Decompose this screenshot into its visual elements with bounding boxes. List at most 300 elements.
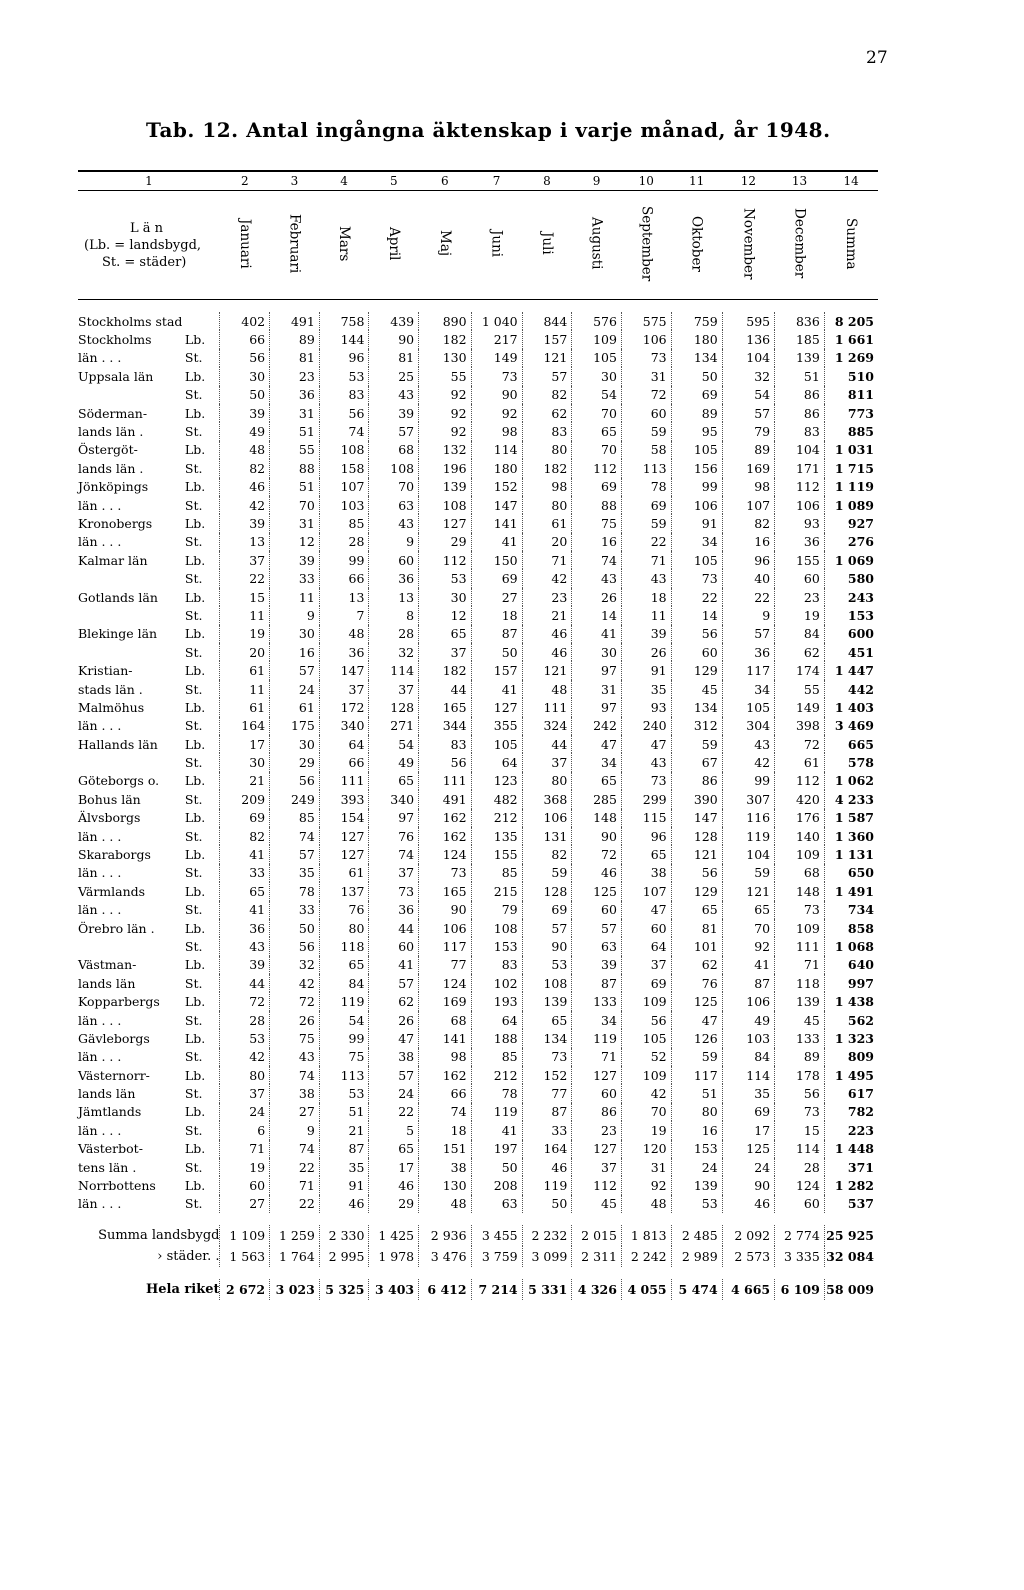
area-type: St. bbox=[184, 387, 203, 403]
table-row bbox=[78, 367, 878, 385]
cell-value: 45 bbox=[572, 1195, 622, 1213]
cell-value: 41 bbox=[220, 845, 270, 863]
cell-value: 137 bbox=[319, 882, 369, 900]
cell-value: 20 bbox=[522, 533, 572, 551]
cell-value: 24 bbox=[270, 680, 320, 698]
cell-value: 117 bbox=[671, 1066, 722, 1084]
cell-value: 491 bbox=[419, 790, 471, 808]
cell-value: 30 bbox=[220, 367, 270, 385]
cell-value: 25 925 bbox=[824, 1225, 878, 1246]
cell-value: 42 bbox=[522, 569, 572, 587]
cell-value: 72 bbox=[220, 992, 270, 1010]
cell-value: 71 bbox=[522, 551, 572, 569]
cell-value: 1 715 bbox=[824, 459, 878, 477]
cell-value: 56 bbox=[671, 625, 722, 643]
area-type: Lb. bbox=[184, 773, 206, 789]
cell-value: 37 bbox=[522, 753, 572, 771]
cell-value: 7 214 bbox=[471, 1279, 522, 1300]
cell-value: 77 bbox=[419, 956, 471, 974]
cell-value: 148 bbox=[775, 882, 825, 900]
cell-value: 3 099 bbox=[522, 1246, 572, 1267]
cell-value: 56 bbox=[419, 753, 471, 771]
cell-value: 96 bbox=[621, 827, 671, 845]
cell-value: 1 587 bbox=[824, 809, 878, 827]
summary-label: Summa landsbygd bbox=[98, 1228, 220, 1244]
county-label: Kristian- bbox=[78, 663, 133, 679]
cell-value: 2 015 bbox=[572, 1225, 622, 1246]
area-type: St. bbox=[184, 607, 203, 623]
cell-value: 2 485 bbox=[671, 1225, 722, 1246]
cell-value: 111 bbox=[775, 937, 825, 955]
cell-value: 15 bbox=[775, 1121, 825, 1139]
table-row bbox=[78, 845, 878, 863]
cell-value: 36 bbox=[220, 919, 270, 937]
cell-value: 133 bbox=[572, 992, 622, 1010]
cell-value: 113 bbox=[319, 1066, 369, 1084]
cell-value: 117 bbox=[722, 661, 774, 679]
cell-value: 71 bbox=[621, 551, 671, 569]
cell-value: 112 bbox=[572, 459, 622, 477]
area-type: St. bbox=[184, 755, 203, 771]
cell-value: 26 bbox=[572, 588, 622, 606]
column-header-label: Juli bbox=[538, 232, 555, 255]
cell-value: 3 469 bbox=[824, 717, 878, 735]
cell-value: 139 bbox=[419, 478, 471, 496]
cell-value: 312 bbox=[671, 717, 722, 735]
cell-value: 84 bbox=[722, 1048, 774, 1066]
cell-value: 44 bbox=[369, 919, 419, 937]
cell-value: 126 bbox=[671, 1029, 722, 1047]
cell-value: 19 bbox=[220, 625, 270, 643]
cell-value: 1 813 bbox=[621, 1225, 671, 1246]
cell-value: 89 bbox=[270, 330, 320, 348]
cell-value: 46 bbox=[319, 1195, 369, 1213]
cell-value: 76 bbox=[369, 827, 419, 845]
cell-value: 165 bbox=[419, 698, 471, 716]
cell-value: 1 040 bbox=[471, 312, 522, 330]
table-row bbox=[78, 1048, 878, 1066]
area-type: Lb. bbox=[184, 368, 206, 384]
cell-value: 9 bbox=[722, 606, 774, 624]
cell-value: 98 bbox=[522, 478, 572, 496]
cell-value: 71 bbox=[572, 1048, 622, 1066]
cell-value: 40 bbox=[722, 569, 774, 587]
cell-value: 121 bbox=[522, 661, 572, 679]
cell-value: 2 330 bbox=[319, 1225, 369, 1246]
cell-value: 41 bbox=[722, 956, 774, 974]
area-type: St. bbox=[184, 1122, 203, 1138]
cell-value: 23 bbox=[522, 588, 572, 606]
cell-value: 22 bbox=[270, 1158, 320, 1176]
cell-value: 65 bbox=[220, 882, 270, 900]
cell-value: 19 bbox=[220, 1158, 270, 1176]
cell-value: 276 bbox=[824, 533, 878, 551]
cell-value: 105 bbox=[471, 735, 522, 753]
cell-value: 104 bbox=[722, 349, 774, 367]
cell-value: 43 bbox=[722, 735, 774, 753]
county-label: Stockholms stad bbox=[78, 313, 183, 329]
table-row bbox=[78, 1066, 878, 1084]
cell-value: 46 bbox=[522, 625, 572, 643]
cell-value: 575 bbox=[621, 312, 671, 330]
cell-value: 78 bbox=[621, 478, 671, 496]
cell-value: 119 bbox=[319, 992, 369, 1010]
county-label: län . . . bbox=[78, 350, 122, 366]
table-row bbox=[78, 1140, 878, 1158]
cell-value: 299 bbox=[621, 790, 671, 808]
cell-value: 73 bbox=[621, 349, 671, 367]
table-row bbox=[78, 643, 878, 661]
cell-value: 46 bbox=[220, 478, 270, 496]
cell-value: 152 bbox=[471, 478, 522, 496]
cell-value: 30 bbox=[572, 643, 622, 661]
cell-value: 1 403 bbox=[824, 698, 878, 716]
cell-value: 18 bbox=[419, 1121, 471, 1139]
cell-value: 34 bbox=[572, 1011, 622, 1029]
county-label: län . . . bbox=[78, 534, 122, 550]
cell-value: 26 bbox=[621, 643, 671, 661]
cell-value: 104 bbox=[722, 845, 774, 863]
cell-value: 223 bbox=[824, 1121, 878, 1139]
cell-value: 50 bbox=[671, 367, 722, 385]
cell-value: 80 bbox=[522, 441, 572, 459]
cell-value: 157 bbox=[522, 330, 572, 348]
cell-value: 24 bbox=[671, 1158, 722, 1176]
cell-value: 56 bbox=[270, 937, 320, 955]
cell-value: 1 069 bbox=[824, 551, 878, 569]
cell-value: 56 bbox=[671, 864, 722, 882]
lan-header-line2: (Lb. = landsbygd, bbox=[84, 237, 202, 253]
column-header-label: Mars bbox=[336, 225, 353, 262]
cell-value: 125 bbox=[671, 992, 722, 1010]
table-row bbox=[78, 496, 878, 514]
county-label: län . . . bbox=[78, 1122, 122, 1138]
cell-value: 41 bbox=[471, 533, 522, 551]
cell-value: 27 bbox=[270, 1103, 320, 1121]
column-header bbox=[270, 191, 320, 300]
cell-value: 82 bbox=[220, 459, 270, 477]
cell-value: 65 bbox=[319, 956, 369, 974]
column-header bbox=[522, 191, 572, 300]
cell-value: 169 bbox=[419, 992, 471, 1010]
cell-value: 39 bbox=[572, 956, 622, 974]
cell-value: 147 bbox=[671, 809, 722, 827]
cell-value: 30 bbox=[270, 735, 320, 753]
area-type: St. bbox=[184, 534, 203, 550]
county-label: län . . . bbox=[78, 1012, 122, 1028]
cell-value: 88 bbox=[270, 459, 320, 477]
cell-value: 89 bbox=[722, 441, 774, 459]
cell-value: 215 bbox=[471, 882, 522, 900]
cell-value: 858 bbox=[824, 919, 878, 937]
cell-value: 47 bbox=[671, 1011, 722, 1029]
cell-value: 185 bbox=[775, 330, 825, 348]
cell-value: 61 bbox=[319, 864, 369, 882]
cell-value: 11 bbox=[621, 606, 671, 624]
table-row bbox=[78, 441, 878, 459]
table-row bbox=[78, 937, 878, 955]
cell-value: 108 bbox=[522, 974, 572, 992]
cell-value: 57 bbox=[572, 919, 622, 937]
cell-value: 44 bbox=[220, 974, 270, 992]
cell-value: 32 bbox=[270, 956, 320, 974]
table-row bbox=[78, 459, 878, 477]
cell-value: 127 bbox=[572, 1140, 622, 1158]
cell-value: 182 bbox=[419, 330, 471, 348]
lan-header-line3: St. = städer) bbox=[102, 254, 187, 270]
cell-value: 927 bbox=[824, 514, 878, 532]
cell-value: 19 bbox=[775, 606, 825, 624]
column-number-row bbox=[78, 171, 878, 191]
cell-value: 3 476 bbox=[419, 1246, 471, 1267]
cell-value: 59 bbox=[621, 422, 671, 440]
area-type: St. bbox=[184, 865, 203, 881]
cell-value: 164 bbox=[522, 1140, 572, 1158]
cell-value: 69 bbox=[621, 496, 671, 514]
cell-value: 617 bbox=[824, 1084, 878, 1102]
cell-value: 54 bbox=[319, 1011, 369, 1029]
county-label: Söderman- bbox=[78, 405, 148, 421]
cell-value: 88 bbox=[572, 496, 622, 514]
cell-value: 398 bbox=[775, 717, 825, 735]
cell-value: 101 bbox=[671, 937, 722, 955]
cell-value: 82 bbox=[522, 386, 572, 404]
cell-value: 50 bbox=[471, 643, 522, 661]
table-row bbox=[78, 680, 878, 698]
cell-value: 6 109 bbox=[775, 1279, 825, 1300]
cell-value: 26 bbox=[270, 1011, 320, 1029]
table-row bbox=[78, 698, 878, 716]
cell-value: 158 bbox=[319, 459, 369, 477]
column-header bbox=[319, 191, 369, 300]
cell-value: 114 bbox=[471, 441, 522, 459]
cell-value: 48 bbox=[319, 625, 369, 643]
cell-value: 59 bbox=[722, 864, 774, 882]
cell-value: 69 bbox=[220, 809, 270, 827]
table-row bbox=[78, 827, 878, 845]
cell-value: 164 bbox=[220, 717, 270, 735]
cell-value: 125 bbox=[722, 1140, 774, 1158]
cell-value: 175 bbox=[270, 717, 320, 735]
cell-value: 45 bbox=[671, 680, 722, 698]
cell-value: 57 bbox=[369, 422, 419, 440]
cell-value: 30 bbox=[419, 588, 471, 606]
cell-value: 57 bbox=[722, 404, 774, 422]
cell-value: 16 bbox=[572, 533, 622, 551]
cell-value: 42 bbox=[220, 496, 270, 514]
area-type: St. bbox=[184, 644, 203, 660]
cell-value: 14 bbox=[572, 606, 622, 624]
table-row bbox=[78, 1103, 878, 1121]
cell-value: 32 084 bbox=[824, 1246, 878, 1267]
cell-value: 151 bbox=[419, 1140, 471, 1158]
county-label bbox=[78, 569, 185, 587]
area-type: Lb. bbox=[184, 589, 206, 605]
cell-value: 13 bbox=[319, 588, 369, 606]
column-number: 9 bbox=[572, 171, 622, 191]
cell-value: 77 bbox=[522, 1084, 572, 1102]
county-label: län . . . bbox=[78, 902, 122, 918]
cell-value: 130 bbox=[419, 1176, 471, 1194]
cell-value: 46 bbox=[522, 643, 572, 661]
cell-value: 2 672 bbox=[220, 1279, 270, 1300]
column-header-label: Juni bbox=[488, 229, 505, 258]
summary-label: › städer. . bbox=[157, 1249, 220, 1265]
table-row bbox=[78, 404, 878, 422]
cell-value: 106 bbox=[722, 992, 774, 1010]
cell-value: 21 bbox=[319, 1121, 369, 1139]
cell-value: 114 bbox=[369, 661, 419, 679]
cell-value: 57 bbox=[522, 919, 572, 937]
cell-value: 73 bbox=[775, 901, 825, 919]
cell-value: 72 bbox=[621, 386, 671, 404]
cell-value: 64 bbox=[621, 937, 671, 955]
cell-value: 307 bbox=[722, 790, 774, 808]
cell-value: 37 bbox=[621, 956, 671, 974]
cell-value: 98 bbox=[722, 478, 774, 496]
cell-value: 37 bbox=[369, 680, 419, 698]
cell-value: 17 bbox=[369, 1158, 419, 1176]
table-row bbox=[78, 533, 878, 551]
area-type: Lb. bbox=[184, 442, 206, 458]
column-header-label: December bbox=[791, 208, 808, 279]
cell-value: 87 bbox=[319, 1140, 369, 1158]
cell-value: 1 360 bbox=[824, 827, 878, 845]
cell-value: 172 bbox=[319, 698, 369, 716]
cell-value: 141 bbox=[419, 1029, 471, 1047]
area-type: Lb. bbox=[184, 957, 206, 973]
cell-value: 128 bbox=[671, 827, 722, 845]
cell-value: 107 bbox=[722, 496, 774, 514]
cell-value: 74 bbox=[319, 422, 369, 440]
cell-value: 48 bbox=[621, 1195, 671, 1213]
cell-value: 182 bbox=[522, 459, 572, 477]
county-label: Kronobergs bbox=[78, 515, 153, 531]
county-label: Västman- bbox=[78, 957, 137, 973]
cell-value: 510 bbox=[824, 367, 878, 385]
cell-value: 83 bbox=[522, 422, 572, 440]
county-label: lands län . bbox=[78, 460, 144, 476]
table-row bbox=[78, 569, 878, 587]
area-type: St. bbox=[184, 1086, 203, 1102]
cell-value: 57 bbox=[722, 625, 774, 643]
cell-value: 83 bbox=[775, 422, 825, 440]
cell-value: 23 bbox=[572, 1121, 622, 1139]
cell-value: 34 bbox=[671, 533, 722, 551]
cell-value: 80 bbox=[522, 772, 572, 790]
cell-value: 89 bbox=[775, 1048, 825, 1066]
column-number: 12 bbox=[722, 171, 774, 191]
area-type: St. bbox=[184, 1049, 203, 1065]
cell-value: 65 bbox=[522, 1011, 572, 1029]
cell-value: 24 bbox=[722, 1158, 774, 1176]
cell-value: 78 bbox=[270, 882, 320, 900]
cell-value: 580 bbox=[824, 569, 878, 587]
cell-value: 304 bbox=[722, 717, 774, 735]
cell-value: 74 bbox=[572, 551, 622, 569]
cell-value: 4 665 bbox=[722, 1279, 774, 1300]
column-header-label: November bbox=[740, 207, 757, 280]
cell-value: 209 bbox=[220, 790, 270, 808]
column-number: 4 bbox=[319, 171, 369, 191]
cell-value: 96 bbox=[722, 551, 774, 569]
cell-value: 64 bbox=[319, 735, 369, 753]
area-type: Lb. bbox=[184, 1067, 206, 1083]
cell-value: 47 bbox=[369, 1029, 419, 1047]
cell-value: 74 bbox=[270, 1140, 320, 1158]
cell-value: 127 bbox=[471, 698, 522, 716]
cell-value: 148 bbox=[572, 809, 622, 827]
table-row bbox=[78, 588, 878, 606]
cell-value: 54 bbox=[722, 386, 774, 404]
area-type: Lb. bbox=[184, 810, 206, 826]
cell-value: 109 bbox=[621, 992, 671, 1010]
cell-value: 165 bbox=[419, 882, 471, 900]
cell-value: 99 bbox=[319, 1029, 369, 1047]
county-label: Uppsala län bbox=[78, 368, 154, 384]
cell-value: 65 bbox=[369, 772, 419, 790]
cell-value: 65 bbox=[572, 772, 622, 790]
cell-value: 22 bbox=[270, 1195, 320, 1213]
cell-value: 81 bbox=[671, 919, 722, 937]
cell-value: 180 bbox=[471, 459, 522, 477]
cell-value: 75 bbox=[319, 1048, 369, 1066]
cell-value: 90 bbox=[572, 827, 622, 845]
table-row bbox=[78, 478, 878, 496]
area-type: St. bbox=[184, 975, 203, 991]
cell-value: 56 bbox=[319, 404, 369, 422]
cell-value: 49 bbox=[369, 753, 419, 771]
area-type: St. bbox=[184, 460, 203, 476]
cell-value: 112 bbox=[419, 551, 471, 569]
cell-value: 562 bbox=[824, 1011, 878, 1029]
cell-value: 33 bbox=[270, 901, 320, 919]
cell-value: 73 bbox=[621, 772, 671, 790]
cell-value: 371 bbox=[824, 1158, 878, 1176]
cell-value: 11 bbox=[270, 588, 320, 606]
cell-value: 97 bbox=[369, 809, 419, 827]
county-label: Blekinge län bbox=[78, 626, 158, 642]
cell-value: 106 bbox=[419, 919, 471, 937]
cell-value: 46 bbox=[722, 1195, 774, 1213]
cell-value: 42 bbox=[621, 1084, 671, 1102]
cell-value: 112 bbox=[775, 478, 825, 496]
cell-value: 71 bbox=[270, 1176, 320, 1194]
cell-value: 9 bbox=[369, 533, 419, 551]
county-label: Hallands län bbox=[78, 736, 158, 752]
cell-value: 82 bbox=[522, 845, 572, 863]
cell-value: 85 bbox=[471, 864, 522, 882]
cell-value: 1 764 bbox=[270, 1246, 320, 1267]
cell-value: 41 bbox=[471, 1121, 522, 1139]
cell-value: 37 bbox=[369, 864, 419, 882]
cell-value: 132 bbox=[419, 441, 471, 459]
cell-value: 22 bbox=[621, 533, 671, 551]
cell-value: 12 bbox=[419, 606, 471, 624]
cell-value: 141 bbox=[471, 514, 522, 532]
cell-value: 35 bbox=[270, 864, 320, 882]
cell-value: 79 bbox=[471, 901, 522, 919]
cell-value: 99 bbox=[319, 551, 369, 569]
cell-value: 21 bbox=[522, 606, 572, 624]
cell-value: 60 bbox=[369, 937, 419, 955]
cell-value: 8 205 bbox=[824, 312, 878, 330]
cell-value: 1 031 bbox=[824, 441, 878, 459]
county-label: lands län bbox=[78, 975, 136, 991]
cell-value: 76 bbox=[671, 974, 722, 992]
county-label: Västernorr- bbox=[78, 1067, 150, 1083]
cell-value: 52 bbox=[621, 1048, 671, 1066]
